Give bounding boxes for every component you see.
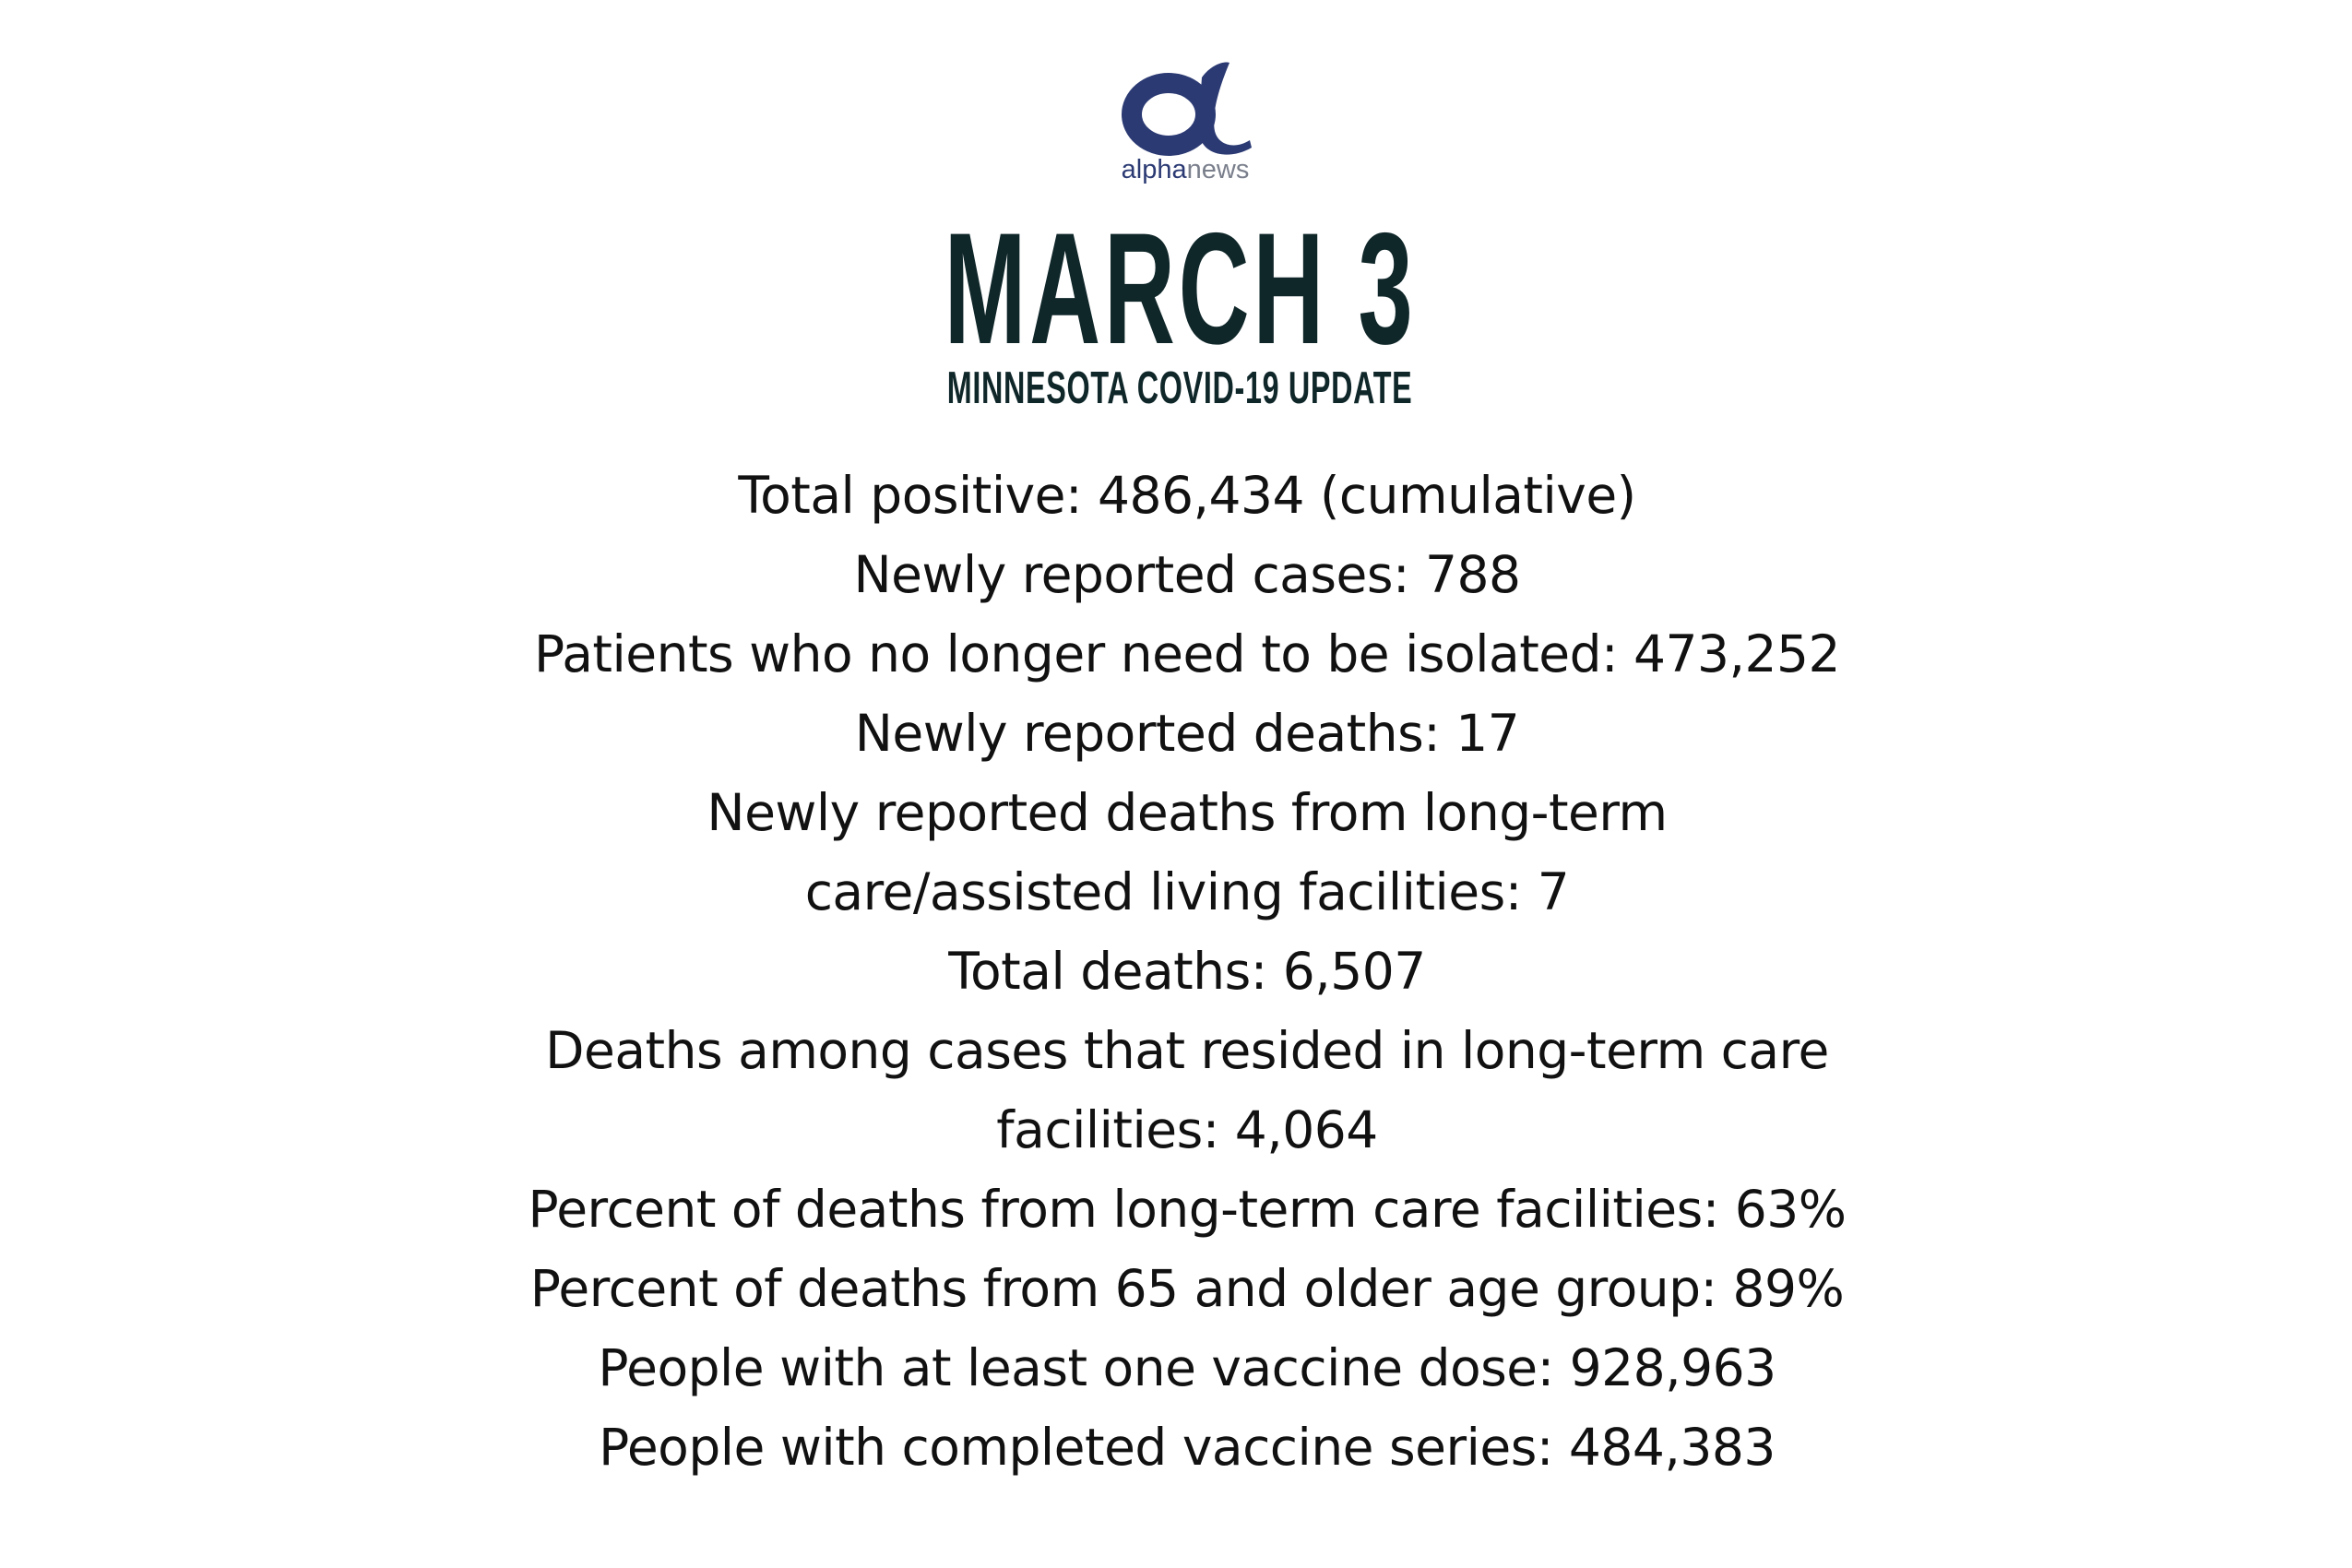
alpha-letter-icon [1111,57,1259,159]
stat-line: People with at least one vaccine dose: 928,963 [598,1338,1776,1397]
stat-line: Total deaths: 6,507 [948,942,1426,1001]
stat-line: Percent of deaths from long-term care facilities: 63% [528,1180,1847,1239]
stat-line: People with completed vaccine series: 484,383 [599,1418,1776,1477]
alphanews-logo [1102,57,1268,196]
stat-line: Newly reported deaths: 17 [854,704,1520,763]
stat-line: Patients who no longer need to be isolated: 473,252 [534,624,1840,683]
logo-wordmark [1102,157,1268,184]
stat-line: Deaths among cases that resided in long-term care [545,1021,1829,1080]
page-subtitle: MINNESOTA COVID-19 UPDATE [946,363,1413,413]
stat-line: Newly reported cases: 788 [853,545,1521,604]
stat-line: Percent of deaths from 65 and older age group: 89% [529,1259,1845,1318]
stat-line: care/assisted living facilities: 7 [804,862,1570,921]
logo-brand-part2: news [1186,155,1250,184]
stats-list [277,456,2097,1487]
stat-line: Total positive: 486,434 (cumulative) [738,466,1636,525]
page-title: MARCH 3 [944,200,1417,377]
logo-brand-part1: alpha [1121,155,1187,184]
stat-line: Newly reported deaths from long-term [707,783,1668,842]
stat-line: facilities: 4,064 [996,1100,1378,1159]
